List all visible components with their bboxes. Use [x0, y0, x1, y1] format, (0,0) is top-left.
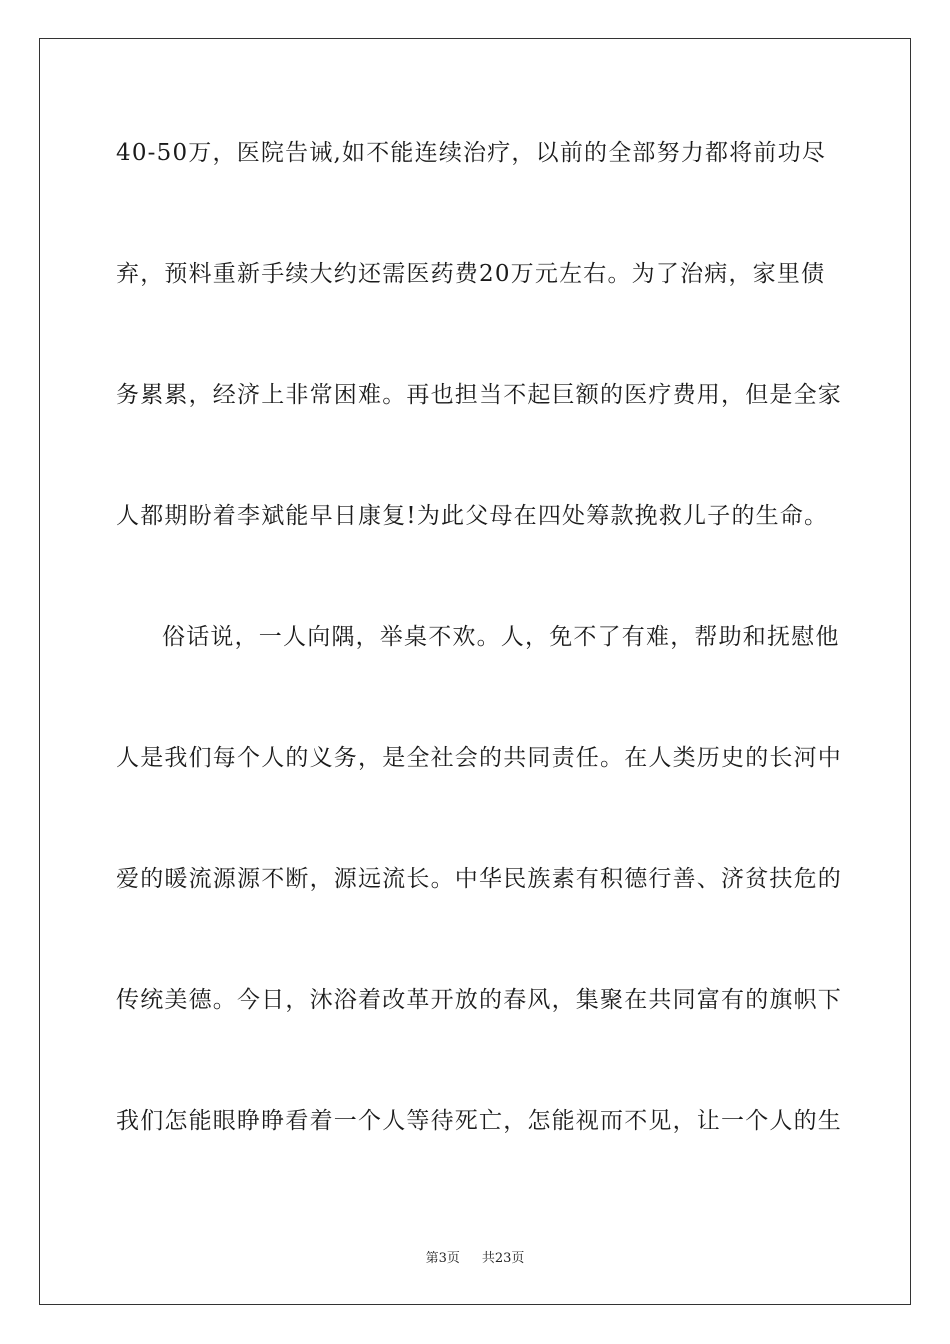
text-line-9: 我们怎能眼睁睁看着一个人等待死亡，怎能视而不见，让一个人的生 — [116, 1108, 842, 1134]
text-line-4: 人都期盼着李斌能早日康复!为此父母在四处筹款挽救儿子的生命。 — [116, 503, 829, 529]
text-line-2: 弃，预料重新手续大约还需医药费20万元左右。为了治病，家里债 — [116, 261, 826, 287]
page-footer — [0, 1247, 950, 1266]
total-pages: 共23页 — [481, 1251, 525, 1266]
document-body — [116, 123, 842, 1212]
text-line-7: 爱的暖流源源不断，源远流长。中华民族素有积德行善、济贫扶危的 — [116, 866, 842, 892]
text-line-8: 传统美德。今日，沐浴着改革开放的春风，集聚在共同富有的旗帜下 — [116, 987, 842, 1013]
text-line-5-paragraph-start: 俗话说，一人向隅，举桌不欢。人，免不了有难，帮助和抚慰他 — [162, 624, 840, 650]
page-number: 第3页 — [425, 1251, 460, 1266]
text-line-3: 务累累，经济上非常困难。再也担当不起巨额的医疗费用，但是全家 — [116, 382, 842, 408]
text-line-6: 人是我们每个人的义务，是全社会的共同责任。在人类历史的长河中 — [116, 745, 842, 771]
text-line-1: 40-50万，医院告诫,如不能连续治疗，以前的全部努力都将前功尽 — [116, 140, 827, 166]
